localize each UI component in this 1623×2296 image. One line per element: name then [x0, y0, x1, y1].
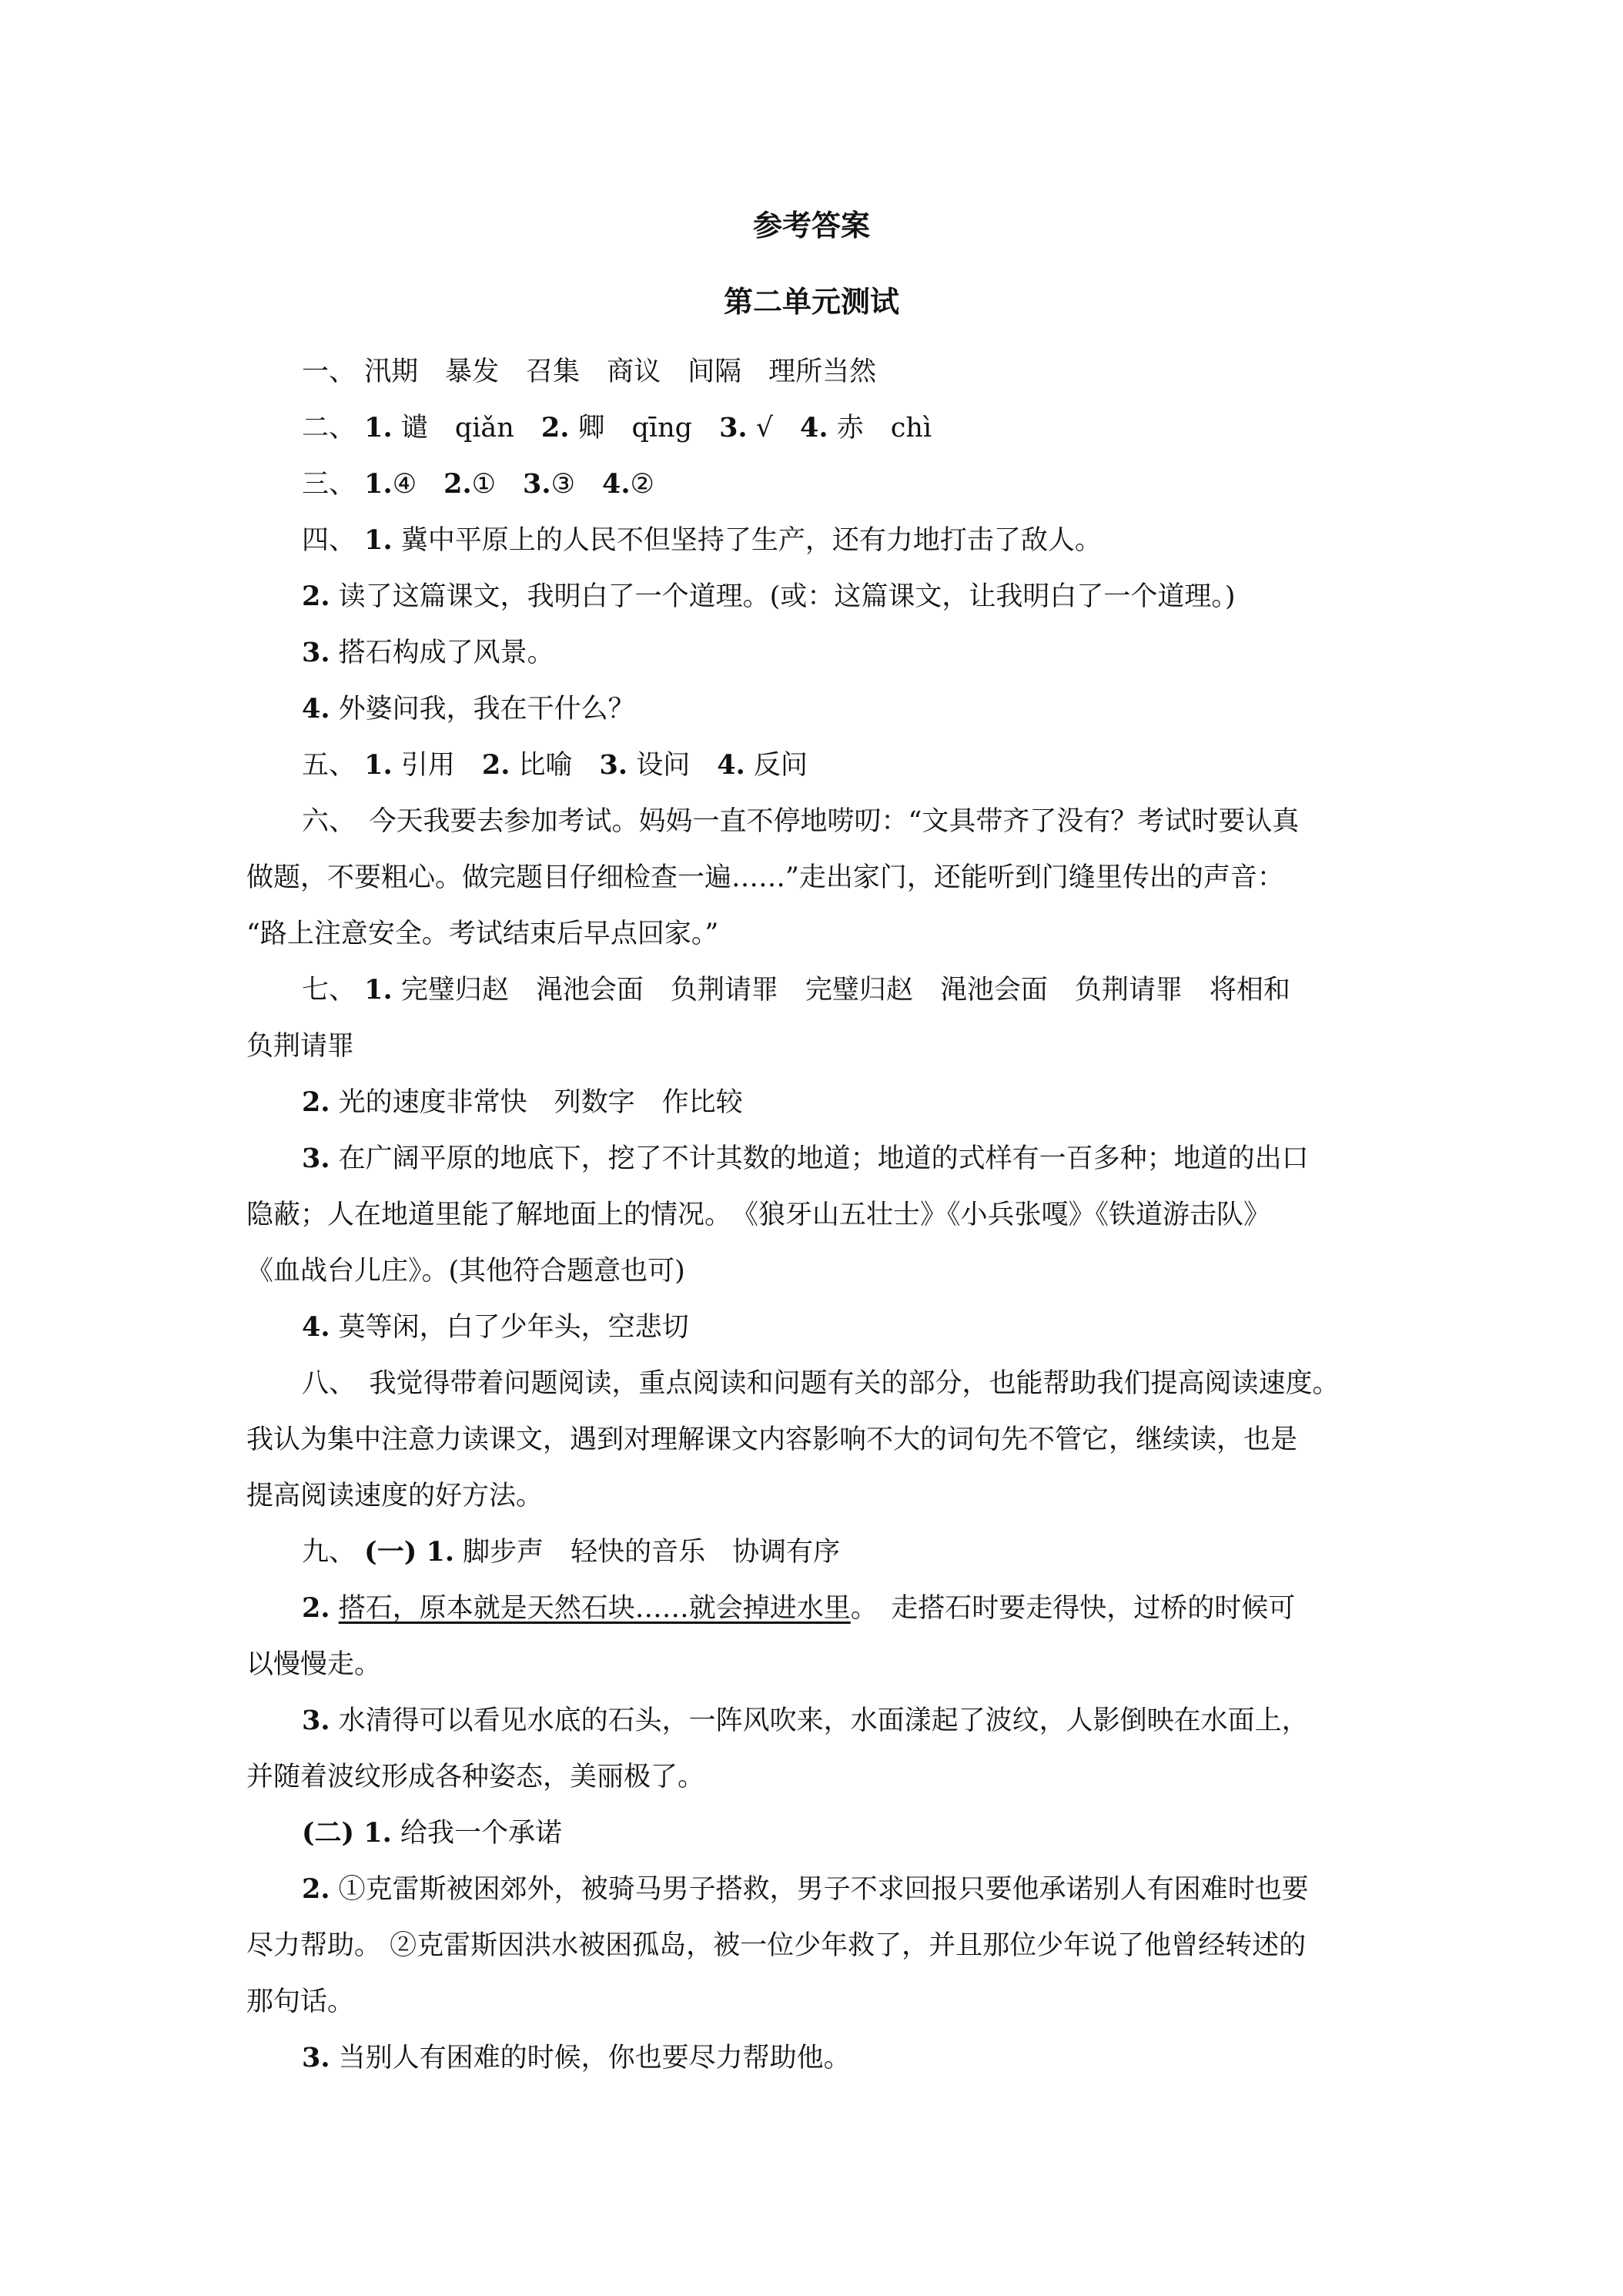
- answer-7-4-line: 4. 莫等闲，白了少年头，空悲切: [302, 1311, 689, 1343]
- answer-9-line: 九、 (一) 1. 脚步声 轻快的音乐 协调有序: [302, 1536, 841, 1568]
- answer-8-line: 提高阅读速度的好方法。: [246, 1481, 544, 1511]
- answer-2-line: 二、 1. 谴 qiǎn 2. 卿 qīng 3. √ 4. 赤 chì: [302, 412, 932, 443]
- answer-7-3-line: 《血战台儿庄》。(其他符合题意也可): [246, 1256, 685, 1287]
- answer-7-2-line: 2. 光的速度非常快 列数字 作比较: [302, 1086, 743, 1118]
- answer-4-line: 四、 1. 冀中平原上的人民不但坚持了生产，还有力地打击了敌人。: [302, 524, 1102, 556]
- answer-9b-2-line: 尽力帮助。 ②克雷斯因洪水被困孤岛，被一位少年救了，并且那位少年说了他曾经转述的: [246, 1930, 1307, 1961]
- answer-3-line: 三、 1.④ 2.① 3.③ 4.②: [302, 468, 654, 500]
- answer-7-3-line: 隐蔽；人在地道里能了解地面上的情况。 《狼牙山五壮士》《小兵张嘎》《铁道游击队》: [246, 1200, 1271, 1230]
- answer-9b-1-line: (二) 1. 给我一个承诺: [302, 1817, 562, 1849]
- unit-test-heading: 第二单元测试: [723, 285, 899, 319]
- answer-7-3-line: 3. 在广阔平原的地底下，挖了不计其数的地道；地道的式样有一百多种；地道的出口: [302, 1143, 1309, 1174]
- underlined-quote: 搭石，原本就是天然石块……就会掉进水里: [338, 1593, 851, 1624]
- answer-9-3-line: 3. 水清得可以看见水底的石头，一阵风吹来，水面漾起了波纹，人影倒映在水面上，: [302, 1705, 1309, 1736]
- answer-4-2-line: 2. 读了这篇课文，我明白了一个道理。(或：这篇课文，让我明白了一个道理。): [302, 581, 1236, 612]
- page-title: 参考答案: [752, 209, 870, 243]
- answer-4-4-line: 4. 外婆问我，我在干什么？: [302, 693, 635, 725]
- answer-9b-2-line: 那句话。: [246, 1986, 355, 2017]
- answer-8-line: 八、 我觉得带着问题阅读，重点阅读和问题有关的部分，也能帮助我们提高阅读速度。: [302, 1368, 1340, 1399]
- answer-5-line: 五、 1. 引用 2. 比喻 3. 设问 4. 反问: [302, 749, 808, 781]
- answer-6-line: 六、 今天我要去参加考试。妈妈一直不停地唠叨：“文具带齐了没有？考试时要认真: [302, 806, 1300, 837]
- answer-9-3-line: 并随着波纹形成各种姿态，美丽极了。: [246, 1762, 705, 1792]
- answer-7-line: 七、 1. 完璧归赵 渑池会面 负荆请罪 完璧归赵 渑池会面 负荆请罪 将相和: [302, 974, 1290, 1006]
- answer-9b-2-line: 2. ①克雷斯被困郊外，被骑马男子搭救，男子不求回报只要他承诺别人有困难时也要: [302, 1873, 1309, 1905]
- answer-4-3-line: 3. 搭石构成了风景。: [302, 637, 554, 668]
- answer-7-line: 负荆请罪: [246, 1031, 355, 1062]
- answer-6-line: “路上注意安全。考试结束后早点回家。”: [246, 919, 719, 949]
- answer-9-2-line: 2. 搭石，原本就是天然石块……就会掉进水里。 走搭石时要走得快，过桥的时候可: [302, 1592, 1296, 1624]
- answer-6-line: 做题，不要粗心。做完题目仔细检查一遍……”走出家门，还能听到门缝里传出的声音：: [246, 862, 1284, 893]
- answer-9-2-line: 以慢慢走。: [246, 1649, 382, 1680]
- answer-8-line: 我认为集中注意力读课文，遇到对理解课文内容影响不大的词句先不管它，继续读，也是: [246, 1424, 1298, 1455]
- answer-1-line: 一、 汛期 暴发 召集 商议 间隔 理所当然: [302, 356, 877, 387]
- answer-9b-3-line: 3. 当别人有困难的时候，你也要尽力帮助他。: [302, 2042, 851, 2073]
